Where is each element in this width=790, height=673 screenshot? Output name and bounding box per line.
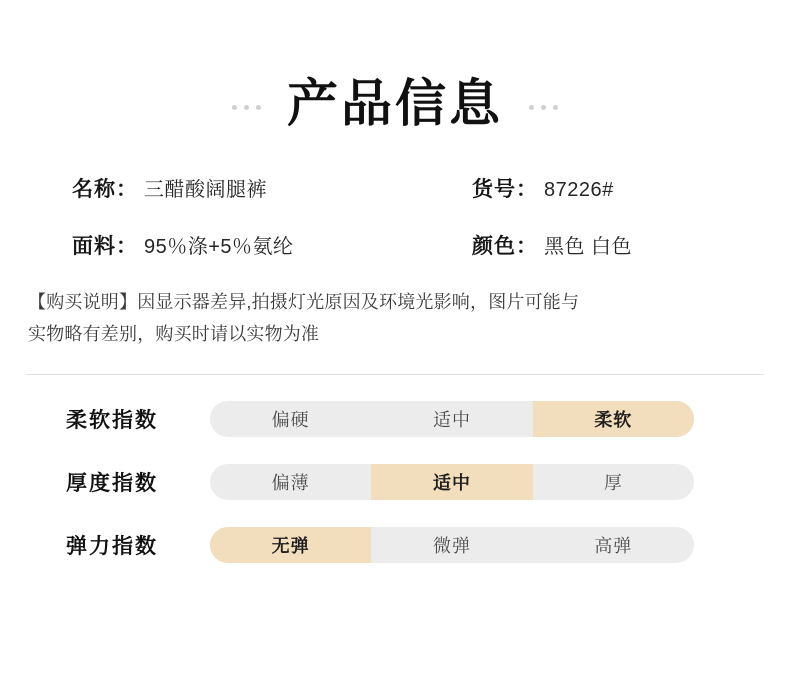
purchase-note-line-2: 实物略有差别，购买时请以实物为准 (28, 323, 320, 344)
info-row (72, 173, 758, 203)
info-cell-article-number (472, 173, 614, 203)
left-dots-icon (232, 105, 261, 110)
index-label-elasticity: 弹力指数 (66, 535, 158, 558)
info-label-color: 颜色： (472, 235, 538, 258)
index-row-elasticity (60, 527, 730, 563)
index-label-thickness: 厚度指数 (66, 472, 158, 495)
info-row (72, 230, 758, 260)
info-cell-fabric (72, 230, 472, 260)
info-value-article-number: 87226# (544, 179, 614, 201)
index-segment-soft-3: 柔软 (533, 401, 694, 437)
index-bar-elasticity (210, 527, 694, 563)
info-value-fabric: 95％涤+5％氨纶 (144, 236, 294, 258)
index-segment-thick-1: 偏薄 (271, 473, 310, 493)
info-label-fabric: 面料： (72, 235, 138, 258)
index-segment-soft-1: 偏硬 (271, 410, 310, 430)
info-cell-color (472, 230, 632, 260)
right-dots-icon (529, 105, 558, 110)
index-section (0, 375, 790, 563)
info-value-name: 三醋酸阔腿裤 (144, 179, 267, 201)
info-table (0, 173, 790, 260)
index-bar-thickness (210, 464, 694, 500)
info-value-color: 黑色 白色 (544, 236, 633, 258)
title-row (0, 0, 790, 132)
index-label-softness: 柔软指数 (66, 409, 158, 432)
index-bar-softness (210, 401, 694, 437)
info-label-name: 名称： (72, 178, 138, 201)
info-label-article-number: 货号： (472, 178, 538, 201)
index-segment-elastic-1: 无弹 (210, 527, 371, 563)
index-segment-soft-2: 适中 (432, 410, 471, 430)
index-segment-elastic-3: 高弹 (594, 536, 633, 556)
index-segment-thick-3: 厚 (603, 473, 623, 493)
index-segment-elastic-2: 微弹 (432, 536, 471, 556)
index-row-softness (60, 401, 730, 437)
index-segment-thick-2: 适中 (371, 464, 532, 500)
purchase-note-line-1: 【购买说明】因显示器差异,拍摄灯光原因及环境光影响，图片可能与 (28, 292, 580, 312)
purchase-note (0, 287, 790, 350)
info-cell-name (72, 173, 472, 203)
index-row-thickness (60, 464, 730, 500)
page-title: 产品信息 (286, 75, 503, 132)
